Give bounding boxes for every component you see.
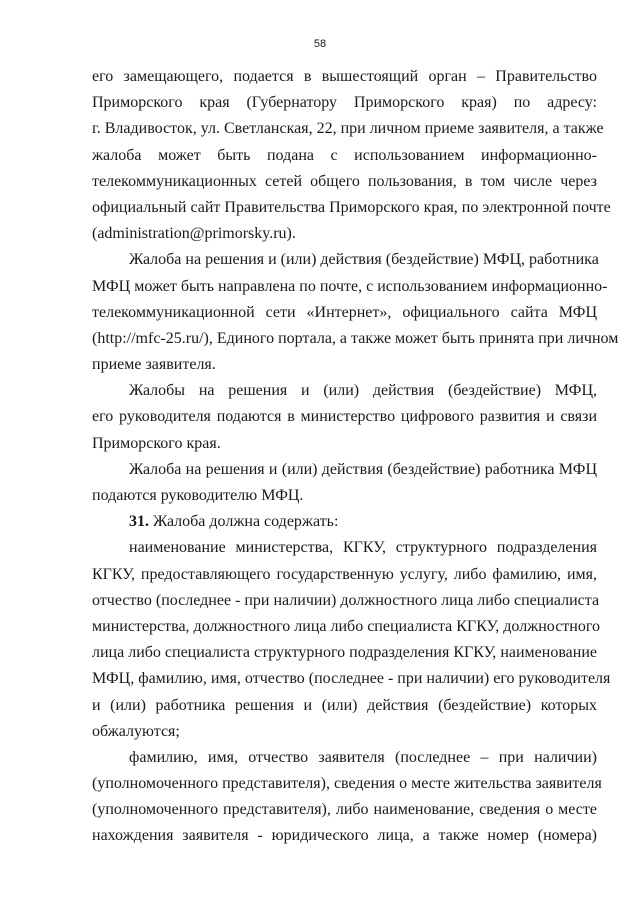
text-line: МФЦ, фамилию, имя, отчество (последнее - при наличии) его руководителя [92, 670, 611, 688]
text-line: нахождения заявителя - юридического лица, а также номер (номера) [92, 827, 597, 845]
text-line: наименование министерства, КГКУ, структурного подразделения [129, 539, 597, 557]
text-line: приеме заявителя. [92, 356, 216, 374]
text-line: телекоммуникационной сети «Интернет», официального сайта МФЦ [92, 303, 597, 321]
text-line: и (или) работника решения и (или) действия (бездействие) которых [92, 696, 597, 714]
text-line: телекоммуникационных сетей общего пользования, в том числе через [92, 172, 597, 190]
text-line: официальный сайт Правительства Приморского края, по электронной почте [92, 198, 611, 216]
item-number: 31. [129, 513, 149, 531]
text-line: Жалоба на решения и (или) действия (бездействие) работника МФЦ [129, 460, 597, 478]
text-line: г. Владивосток, ул. Светланская, 22, при личном приеме заявителя, а также [92, 120, 604, 138]
text-line: Жалоба на решения и (или) действия (бездействие) МФЦ, работника [129, 251, 599, 269]
text-line: (http://mfc-25.ru/), Единого портала, а также может быть принята при личном [92, 329, 619, 347]
text-line: Жалобы на решения и (или) действия (бездействие) МФЦ, [129, 382, 597, 400]
text-line: отчество (последнее - при наличии) должностного лица либо специалиста [92, 591, 600, 609]
text-line: (уполномоченного представителя), сведения о месте жительства заявителя [92, 775, 602, 793]
text-line: (уполномоченного представителя), либо наименование, сведения о месте [92, 801, 597, 819]
text-line: министерства, должностного лица либо специалиста КГКУ, должностного [92, 617, 601, 635]
text-line: (administration@primorsky.ru). [92, 225, 296, 243]
text-line: обжалуются; [92, 722, 180, 740]
text-line: лица либо специалиста структурного подразделения КГКУ, наименование [92, 644, 597, 662]
text-line: подаются руководителю МФЦ. [92, 487, 304, 504]
text-line: КГКУ, предоставляющего государственную услугу, либо фамилию, имя, [92, 565, 597, 583]
text-line: Приморского края. [92, 434, 221, 452]
item-heading-line [92, 509, 597, 535]
text-line: его замещающего, подается в вышестоящий орган – Правительство [92, 68, 597, 85]
text-line: жалоба может быть подана с использованием информационно- [92, 146, 597, 164]
text-line: МФЦ может быть направлена по почте, с использованием информационно- [92, 277, 608, 295]
document-body [92, 64, 619, 850]
text-line: его руководителя подаются в министерство цифрового развития и связи [92, 408, 597, 426]
item-heading-text: Жалоба должна содержать: [153, 513, 339, 531]
text-line: фамилию, имя, отчество заявителя (последнее – при наличии) [129, 748, 597, 766]
text-line: Приморского края (Губернатору Приморского края) по адресу: [92, 94, 597, 112]
page-number: 58 [313, 38, 327, 50]
